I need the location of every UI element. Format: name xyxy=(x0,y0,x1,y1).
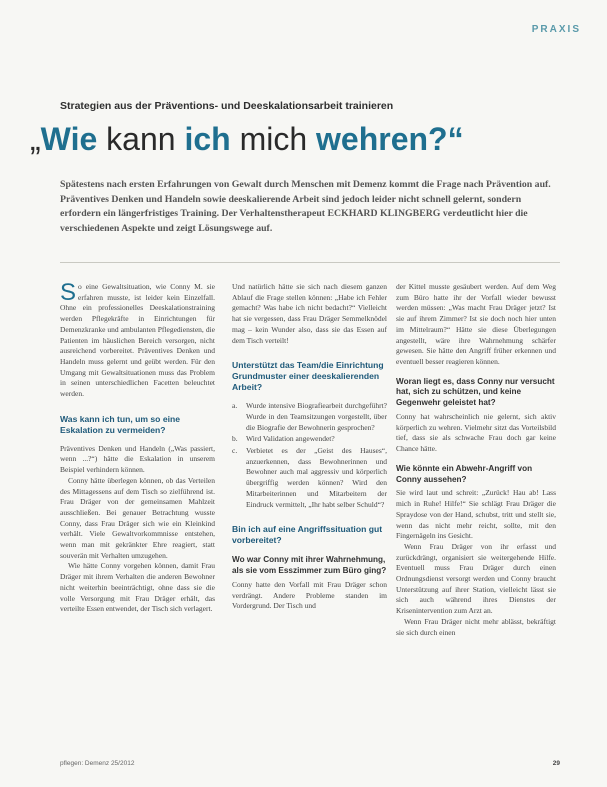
paragraph: Conny hat wahrscheinlich nie gelernt, sich aktiv körperlich zu wehren. Vielmehr sitzt das Vorteilsbild tief, dass sie als schwache Frau doch gar keine Chance hätte. xyxy=(396,412,556,454)
lead-paragraph: Spätestens nach ersten Erfahrungen von Gewalt durch Menschen mit Demenz kommt die Frage nach Prävention auf. Präventives Denken und Handeln sowie deeskalierende Arbeit sind jedoch leider nicht schnell gelernt, sondern erfordern ein längerfristiges Training. Der Verhaltenstherapeut ECKHARD KLINGBERG verdeutlicht hier die verschiedenen Aspekte und zeigt Lösungswege auf. xyxy=(60,179,551,234)
source-line: pflegen: Demenz 25/2012 xyxy=(60,760,135,767)
list-item-text: Wird Validation angewendet? xyxy=(246,434,335,444)
headline-close-quote: “ xyxy=(447,121,464,157)
drop-cap: S xyxy=(60,279,77,306)
paragraph: Wenn Frau Dräger nicht mehr ablässt, bekräftigt sie sich durch einen xyxy=(396,616,556,637)
headline-word-mich: mich xyxy=(230,121,317,157)
column-3 xyxy=(396,282,556,638)
question-heading: Woran liegt es, dass Conny nur versucht hat, sich zu schützen, und keine Gegenwehr geleistet hat? xyxy=(396,376,555,408)
page-number: 29 xyxy=(552,760,560,767)
paragraph: o eine Gewaltsituation, wie Conny M. sie erfahren musste, ist leider kein Einzelfall. Ohne ein professionelles Deeskalationstraining werden Pflegekräfte in Einrichtungen für Demenzkranke und ambulanten Pflegediensten, die Patienten im häuslichen Bereich versorgen, nicht ausreichend vorbereitet. Präventives Denken und Handeln muss gelernt und geübt werden. Für den Umgang mit Gewaltsituationen muss das Problem in seinen unterschiedlichen Facetten beleuchtet werden. xyxy=(60,282,215,399)
paragraph: Conny hatte den Vorfall mit Frau Dräger schon verdrängt. Andere Probleme standen im Vordergrund. Der Tisch und xyxy=(232,579,387,611)
paragraph: Sie wird laut und schreit: „Zurück! Hau ab! Lass mich in Ruhe! Hilfe!“ Sie schlägt Frau Dräger die Spraydose von der Hand, schubst, tritt und stellt sie, wenn das nicht mehr reicht, sollte, mit den Fingernägeln ins Gesicht. xyxy=(396,488,556,541)
question-list xyxy=(232,401,387,510)
headline-word-ich: ich xyxy=(184,121,231,157)
question-heading: Wo war Conny mit ihrer Wahrnehmung, als sie vom Esszimmer zum Büro ging? xyxy=(232,555,387,576)
column-1 xyxy=(60,279,215,615)
paragraph: Präventives Denken und Handeln („Was passiert, wenn ...?“) hätte die Eskalation in unserem Beispiel verhindern können. xyxy=(60,443,215,475)
paragraph: Conny hätte überlegen können, ob das Verteilen des Mittagessens auf dem Tisch so zielführend ist. Frau Dräger von der gemeinsamen Mahlzeit ausschließen. Bei genauer Betrachtung wusste Conny, dass Frau Dräger sich wie ein Kleinkind verhält. Viele Gewaltvorkommnisse entstehen, wenn man mit gekränkter Ehre reagiert, statt souverän mit Verhalten umzugehen. xyxy=(60,475,215,560)
paragraph: Wenn Frau Dräger von ihr erfasst und zurückdrängt, organisiert sie weitergehende Hilfe. Eventuell muss Frau Dräger durch einen Ordnungsdienst versorgt werden und Conny braucht Unterstützung auf ihrer Station, vielleicht lässt sie sich auch während ihres Dienstes der Krisenintervention zum Arzt an. xyxy=(396,541,556,616)
list-item xyxy=(232,401,387,433)
subheading: Was kann ich tun, um so eine Eskalation zu vermeiden? xyxy=(60,413,181,435)
kicker: Strategien aus der Präventions- und Deeskalationsarbeit trainieren xyxy=(60,100,394,112)
list-item-text: Wurde intensive Biografiearbeit durchgeführt? Wurde in den Teamsitzungen vorgestellt, über die Biografie der Bewohnerin gesprochen? xyxy=(246,401,387,432)
section-label: PRAXIS xyxy=(531,24,581,35)
subheading: Unterstützt das Team/die Einrichtung Grundmuster einer deeskalierenden Arbeit? xyxy=(232,360,384,393)
list-item xyxy=(232,434,387,445)
headline-open-quote: „ xyxy=(30,121,41,157)
list-item-text: Verbietet es der „Geist des Hauses“, anzuerkennen, dass Bewohnerinnen und Bewohner auch mal aggressiv und körperlich übergriffig werden können? Wird den Mitarbeiterinnen und Mitarbeitern der Eindruck vermittelt, „Ihr habt selber Schuld“? xyxy=(246,446,387,509)
divider xyxy=(60,262,560,263)
column-2 xyxy=(232,282,387,612)
paragraph: Wie hätte Conny vorgehen können, damit Frau Dräger mit ihrem Verhalten die anderen Bewohner nicht weiterhin beeinträchtigt, ohne dass sie die volle Versorgung mit Frau Dräger erhält, das verteilte Essen entwendet, der Tisch sich verlagert. xyxy=(60,561,215,614)
list-marker: b. xyxy=(232,434,238,444)
paragraph: Und natürlich hätte sie sich nach diesem ganzen Ablauf die Frage stellen können: „Habe ich Fehler gemacht? Was habe ich nicht bedacht?“ Vielleicht hat sie vergessen, dass Frau Dräger Semmelknödel mag – kein Wunder also, dass sie das Essen auf dem Tisch verteilt! xyxy=(232,282,387,345)
headline-word-wehren: wehren? xyxy=(316,121,448,157)
list-item xyxy=(232,446,387,510)
headline-word-kann: kann xyxy=(97,121,185,157)
question-heading: Wie könnte ein Abwehr-Angriff von Conny aussehen? xyxy=(396,463,533,484)
list-marker: a. xyxy=(232,401,238,411)
list-marker: c. xyxy=(232,446,238,456)
headline xyxy=(30,118,590,160)
paragraph: der Kittel musste gesäubert werden. Auf dem Weg zum Büro hatte ihr der Vorfall wieder bewusst werden müssen: „Was macht Frau Dräger jetzt? Ist sie auf ihrem Zimmer? Ist sie doch noch hier unten im Mittelraum?“ Hätte sie diese Überlegungen angestellt, wäre ihre Wahrnehmung schärfer gewesen. Sie hätte den Angriff früher erkennen und eventuell besser reagieren können. xyxy=(396,282,556,366)
headline-word-wie: Wie xyxy=(40,121,98,157)
subheading: Bin ich auf eine Angriffssituation gut vorbereitet? xyxy=(232,524,383,546)
